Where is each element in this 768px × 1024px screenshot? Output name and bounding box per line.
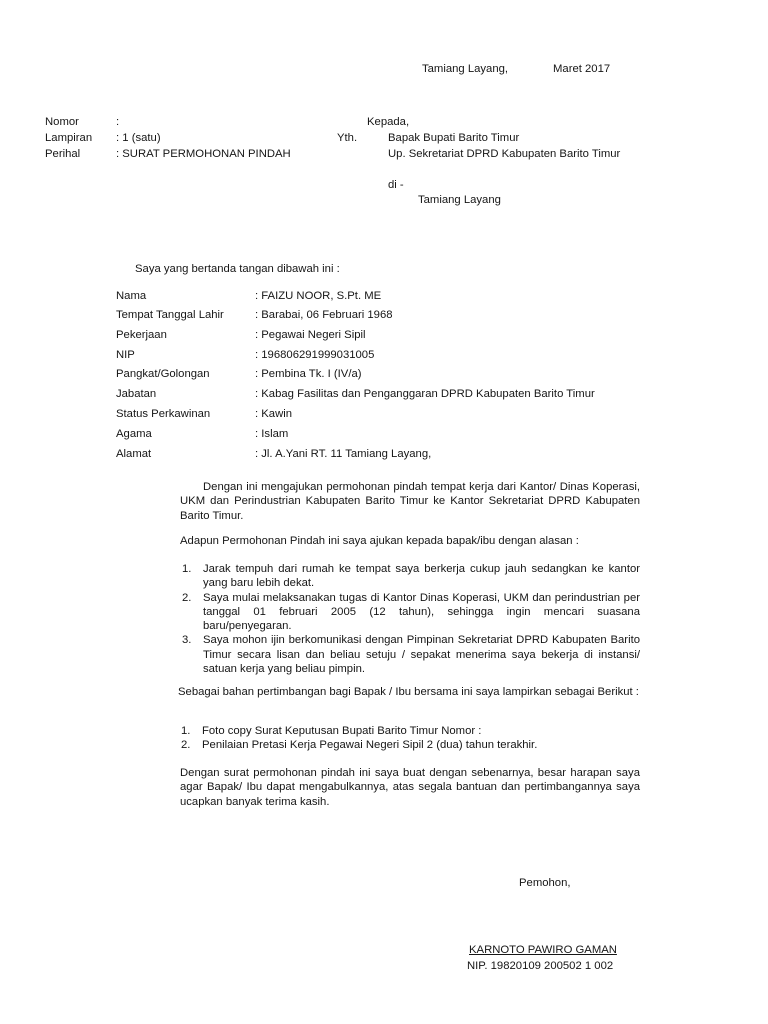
identity-label: Alamat: [116, 448, 152, 460]
letter-date: Maret 2017: [553, 63, 611, 75]
list-text: Jarak tempuh dari rumah ke tempat saya berkerja cukup jauh sedangkan ke kantor yang baru lebih dekat.: [203, 563, 640, 590]
meta-label: Perihal: [45, 148, 81, 160]
list-item: [182, 562, 640, 591]
list-number: 2.: [182, 591, 192, 604]
list-item: [182, 633, 640, 676]
signature-nip: NIP. 19820109 200502 1 002: [467, 960, 614, 972]
list-text: Saya mohon ijin berkomunikasi dengan Pimpinan Sekretariat DPRD Kabupaten Barito Timur secara lisan dan beliau setuju / sepakat menerima saya bekerja di instansi/ satuan kerja yang beliau pimpin.: [203, 634, 640, 676]
recipient-name: Bapak Bupati Barito Timur: [388, 132, 520, 144]
intro-text: Saya yang bertanda tangan dibawah ini :: [135, 263, 340, 275]
list-text: Penilaian Pretasi Kerja Pegawai Negeri Sipil 2 (dua) tahun terakhir.: [202, 739, 538, 752]
recipient-di: di -: [388, 179, 404, 191]
recipient-yth: Yth.: [337, 132, 358, 144]
list-number: 2.: [181, 739, 191, 752]
list-item: [181, 724, 640, 738]
meta-value: : 1 (satu): [116, 132, 161, 144]
identity-value: : Kawin: [255, 408, 293, 420]
list-text: Saya mulai melaksanakan tugas di Kantor Dinas Koperasi, UKM dan perindustrian per tanggal 01 februari 2005 (12 tahun), sehingga ingin mencari suasana baru/penyegaran.: [203, 591, 640, 633]
identity-label: Status Perkawinan: [116, 408, 211, 420]
identity-value: : Jl. A.Yani RT. 11 Tamiang Layang,: [255, 448, 432, 460]
recipient-kepada: Kepada,: [367, 116, 410, 128]
reasons-list: [182, 562, 640, 676]
identity-value: : Pegawai Negeri Sipil: [255, 329, 366, 341]
list-text: Foto copy Surat Keputusan Bupati Barito Timur Nomor :: [202, 725, 482, 737]
list-number: 1.: [182, 563, 192, 575]
signature-title: Pemohon,: [519, 877, 571, 889]
list-item: [181, 738, 640, 752]
list-number: 1.: [181, 725, 191, 737]
identity-label: Agama: [116, 428, 152, 440]
list-number: 3.: [182, 634, 192, 647]
identity-value: : Pembina Tk. I (IV/a): [255, 368, 362, 380]
identity-label: Jabatan: [116, 388, 157, 400]
list-item: [182, 591, 640, 634]
meta-label: Nomor: [45, 116, 79, 128]
identity-value: : 196806291999031005: [255, 349, 375, 361]
identity-value: : Kabag Fasilitas dan Penganggaran DPRD Kabupaten Barito Timur: [255, 388, 595, 400]
meta-value: :: [116, 116, 120, 128]
signature-name: KARNOTO PAWIRO GAMAN: [469, 944, 617, 956]
recipient-up: Up. Sekretariat DPRD Kabupaten Barito Timur: [388, 148, 621, 160]
closing-paragraph: Dengan surat permohonan pindah ini saya buat dengan sebenarnya, besar harapan saya agar Bapak/ Ibu dapat mengabulkannya, atas segala bantuan dan pertimbangannya saya ucapkan banyak terima kasih.: [180, 767, 640, 808]
identity-label: Pangkat/Golongan: [116, 368, 210, 380]
identity-value: : FAIZU NOOR, S.Pt. ME: [255, 290, 382, 302]
identity-label: NIP: [116, 349, 135, 361]
identity-value: : Barabai, 06 Februari 1968: [255, 309, 393, 321]
paragraph-request: Dengan ini mengajukan permohonan pindah tempat kerja dari Kantor/ Dinas Koperasi, UKM dan Perindustrian Kabupaten Barito Timur ke Kantor Sekretariat DPRD Kabupaten Barito Timur.: [180, 481, 640, 522]
letter-place: Tamiang Layang,: [422, 63, 509, 75]
identity-label: Nama: [116, 290, 147, 302]
identity-value: : Islam: [255, 428, 289, 440]
recipient-city: Tamiang Layang: [418, 194, 501, 206]
attachments-intro: Sebagai bahan pertimbangan bagi Bapak / Ibu bersama ini saya lampirkan sebagai Berikut :: [178, 686, 639, 698]
meta-value: : SURAT PERMOHONAN PINDAH: [116, 148, 291, 160]
meta-label: Lampiran: [45, 132, 93, 144]
attachments-list: [181, 724, 640, 753]
identity-label: Pekerjaan: [116, 329, 167, 341]
reasons-intro: Adapun Permohonan Pindah ini saya ajukan kepada bapak/ibu dengan alasan :: [180, 535, 579, 547]
identity-label: Tempat Tanggal Lahir: [116, 309, 224, 321]
